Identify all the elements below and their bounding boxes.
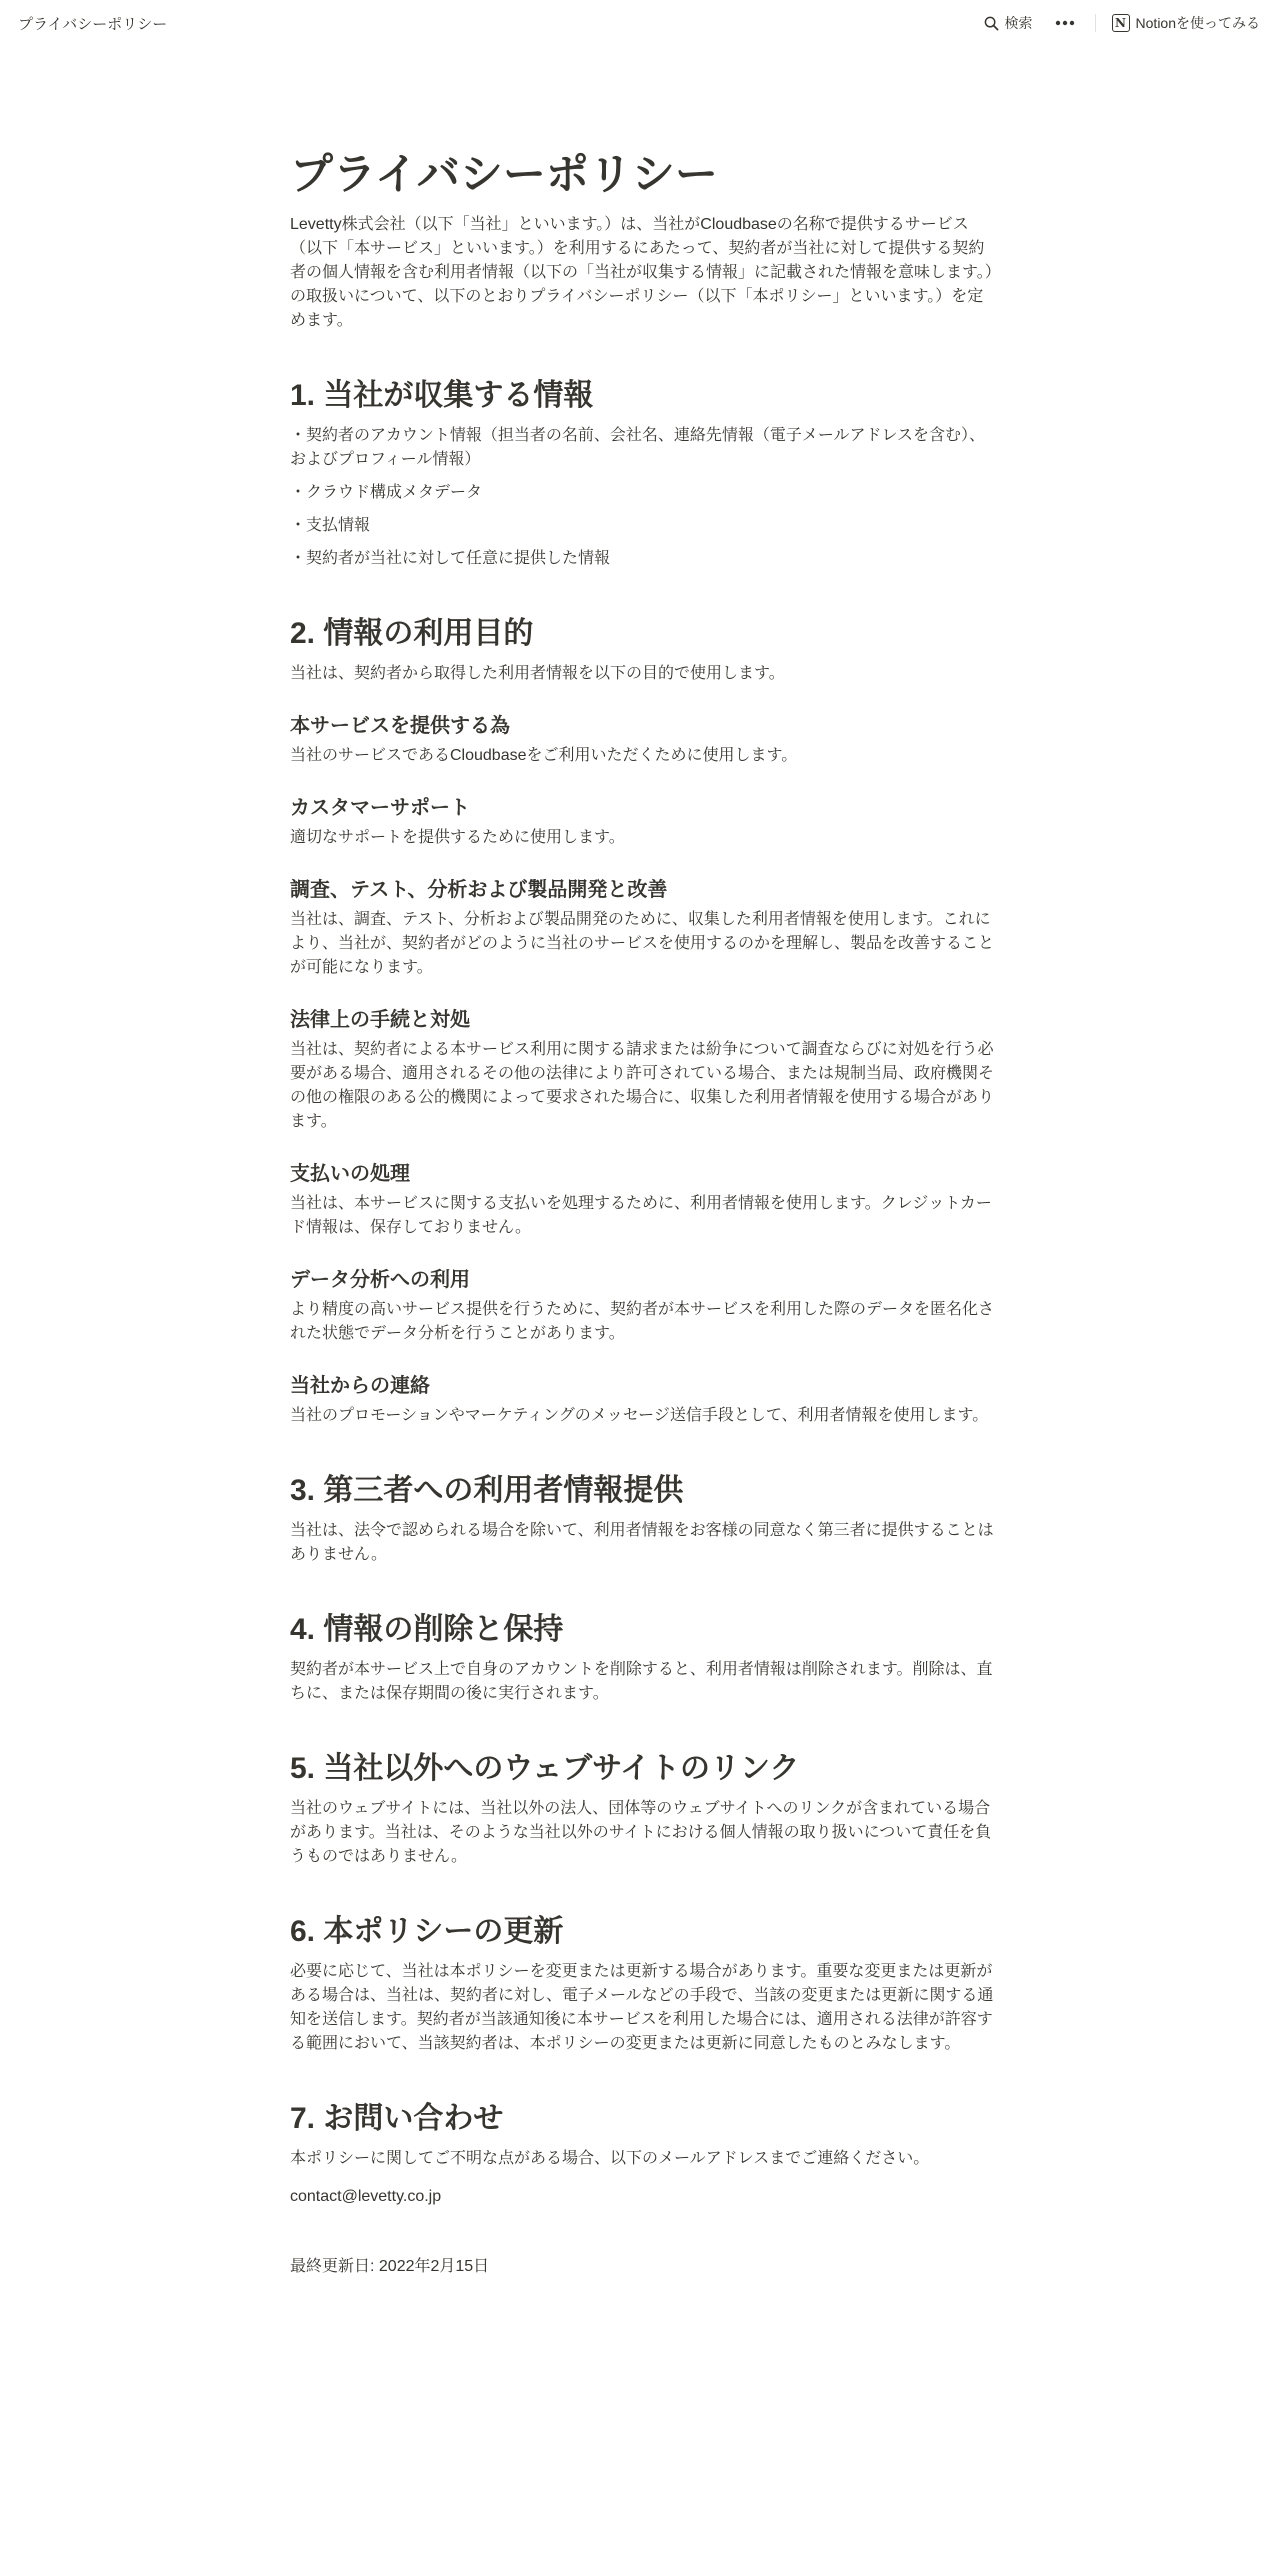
subsection-body: 当社は、調査、テスト、分析および製品開発のために、収集した利用者情報を使用します。これにより、当社が、契約者がどのように当社のサービスを使用するのかを理解し、製品を改善することが可能になります。 [290,910,995,976]
subsection-body: 当社のプロモーションやマーケティングのメッセージ送信手段として、利用者情報を使用します。 [290,1406,989,1424]
section-heading: 3. 第三者への利用者情報提供 [290,1473,684,1507]
subsection-heading: 支払いの処理 [290,1162,410,1185]
section-heading: 2. 情報の利用目的 [290,616,534,650]
search-button[interactable] [978,9,1039,37]
list-item: ・クラウド構成メタデータ [290,483,483,501]
topbar [0,0,1284,46]
list-item: ・契約者のアカウント情報（担当者の名前、会社名、連絡先情報（電子メールアドレスを含む）、およびプロフィール情報） [290,426,986,468]
subsection-body: 当社は、契約者による本サービス利用に関する請求または紛争について調査ならびに対処を行う必要がある場合、適用されるその他の法律により許可されている場合、または規制当局、政府機関その他の権限のある公的機関によって要求された場合に、収集した利用者情報を使用する場合があります。 [290,1040,995,1130]
section-heading: 6. 本ポリシーの更新 [290,1914,564,1948]
section-body: 当社は、法令で認められる場合を除いて、利用者情報をお客様の同意なく第三者に提供することはありません。 [290,1521,994,1563]
subsection-heading: 本サービスを提供する為 [290,714,510,737]
section-body: 必要に応じて、当社は本ポリシーを変更または更新する場合があります。重要な変更または更新がある場合は、当社は、契約者に対し、電子メールなどの手段で、当該の変更または更新に関する通知を送信します。契約者が当該通知後に本サービスを利用した場合には、適用される法律が許容する範囲において、当該契約者は、本ポリシーの変更または更新に同意したものとみなします。 [290,1962,994,2052]
search-icon [984,16,999,31]
more-dots-icon [1055,20,1075,26]
topbar-divider [1095,14,1096,32]
page-title: プライバシーポリシー [290,151,718,199]
section-body: 当社は、契約者から取得した利用者情報を以下の目的で使用します。 [290,664,785,682]
section-heading: 4. 情報の削除と保持 [290,1612,564,1646]
page-content [290,150,994,2290]
subsection-body: より精度の高いサービス提供を行うために、契約者が本サービスを利用した際のデータを匿名化された状態でデータ分析を行うことがあります。 [290,1300,995,1342]
intro-paragraph: Levetty株式会社（以下「当社」といいます。）は、当社がCloudbaseの名称で提供するサービス（以下「本サービス」といいます。）を利用するにあたって、契約者が当社に対して提供する契約者の個人情報を含む利用者情報（以下の「当社が収集する情報」に記載された情報を意味します。）の取扱いについて、以下のとおりプライバシーポリシー（以下「本ポリシー」といいます。）を定めます。 [290,215,993,329]
subsection-body: 当社は、本サービスに関する支払いを処理するために、利用者情報を使用します。クレジットカード情報は、保存しておりません。 [290,1194,992,1236]
more-options-button[interactable] [1049,9,1081,37]
section-heading: 1. 当社が収集する情報 [290,378,594,412]
subsection-heading: 法律上の手続と対処 [290,1008,470,1031]
list-item: ・契約者が当社に対して任意に提供した情報 [290,549,611,567]
contact-email: contact@levetty.co.jp [290,2187,442,2205]
topbar-actions [978,9,1266,37]
subsection-body: 当社のサービスであるCloudbaseをご利用いただくために使用します。 [290,746,798,764]
section-body: 当社のウェブサイトには、当社以外の法人、団体等のウェブサイトへのリンクが含まれている場合があります。当社は、そのような当社以外のサイトにおける個人情報の取り扱いについて責任を負うものではありません。 [290,1799,992,1865]
subsection-heading: データ分析への利用 [290,1268,470,1291]
subsection-heading: 当社からの連絡 [290,1374,430,1397]
try-notion-button[interactable] [1106,9,1266,37]
section-heading: 5. 当社以外へのウェブサイトのリンク [290,1751,800,1785]
subsection-heading: 調査、テスト、分析および製品開発と改善 [290,878,668,901]
try-notion-label: Notionを使ってみる [1135,15,1260,31]
list-item: ・支払情報 [290,516,371,534]
search-label: 検索 [1004,15,1033,31]
section-body: 本ポリシーに関してご不明な点がある場合、以下のメールアドレスまでご連絡ください。 [290,2149,930,2167]
subsection-heading: カスタマーサポート [290,796,470,819]
last-updated: 最終更新日: 2022年2月15日 [290,2257,490,2275]
breadcrumb[interactable]: プライバシーポリシー [18,15,168,33]
notion-logo-icon: N [1112,14,1130,32]
section-body: 契約者が本サービス上で自身のアカウントを削除すると、利用者情報は削除されます。削除は、直ちに、または保存期間の後に実行されます。 [290,1660,993,1702]
subsection-body: 適切なサポートを提供するために使用します。 [290,828,625,846]
section-heading: 7. お問い合わせ [290,2101,504,2135]
